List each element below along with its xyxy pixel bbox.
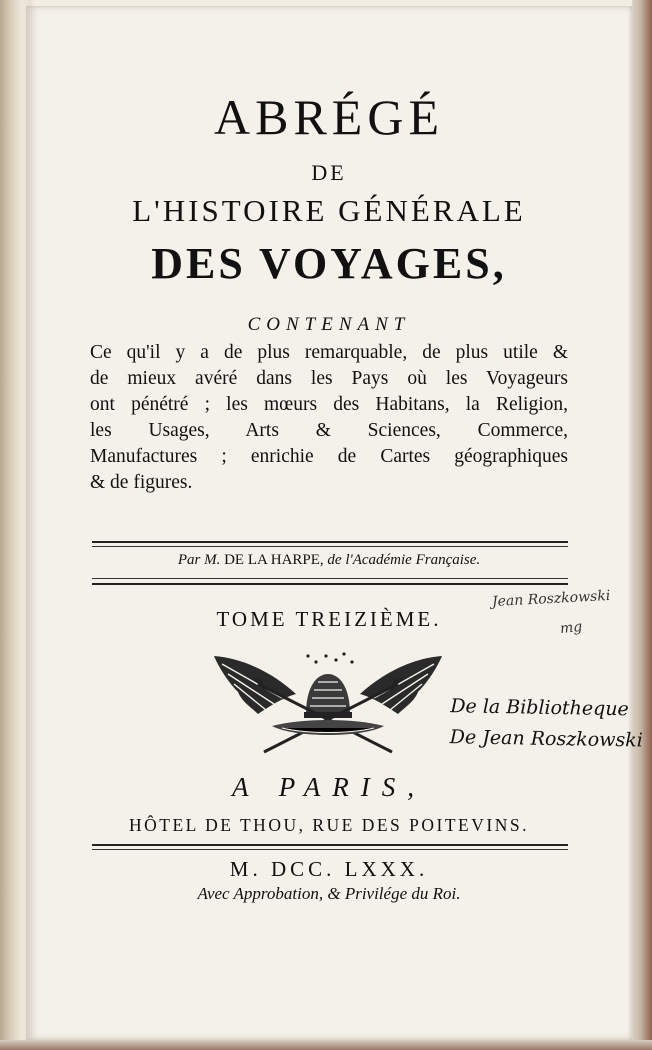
stamp-line: De la Bibliotheque <box>450 695 629 721</box>
description-block <box>90 340 568 496</box>
title-des-voyages: DES VOYAGES, <box>151 239 507 288</box>
imprint-address: HÔTEL DE THOU, RUE DES POITEVINS. <box>129 815 529 835</box>
imprint-place: A PARIS, <box>232 772 426 802</box>
page-edge <box>632 0 652 1050</box>
title-histoire-generale: L'HISTOIRE GÉNÉRALE <box>132 193 526 228</box>
description-line: les Usages, Arts & Sciences, Commerce, <box>90 420 568 441</box>
imprint-date: M. DCC. LXXX. <box>229 857 429 881</box>
divider-rule <box>92 849 568 850</box>
divider-rule <box>92 578 568 579</box>
beehive-vignette-icon <box>212 648 444 760</box>
title-abrege: ABRÉGÉ <box>214 89 444 145</box>
author-par: Par M. <box>177 552 221 568</box>
description-line: & de figures. <box>90 472 193 493</box>
divider-rule <box>92 541 568 543</box>
handwritten-mark: mg <box>559 618 584 638</box>
description-line: Manufactures ; enrichie de Cartes géographiques <box>90 446 568 467</box>
divider-rule <box>92 583 568 585</box>
divider-rule <box>92 546 568 547</box>
author-line <box>26 552 632 569</box>
contenant-label: CONTENANT <box>247 314 411 335</box>
description-line: de mieux avéré dans les Pays où les Voyageurs <box>90 368 568 389</box>
title-de: DE <box>311 160 347 185</box>
stamp-line: De Jean Roszkowski <box>449 726 643 752</box>
description-line: Ce qu'il y a de plus remarquable, de plus utile & <box>90 342 568 363</box>
description-line: ont pénétré ; les mœurs des Habitans, la Religion, <box>90 394 568 415</box>
volume-label: TOME TREIZIÈME. <box>216 607 442 631</box>
ownership-stamp <box>449 691 652 757</box>
handwritten-signature: Jean Roszkowski <box>491 587 611 611</box>
approbation-line: Avec Approbation, & Privilége du Roi. <box>197 884 461 903</box>
page-bottom-edge <box>0 1040 652 1050</box>
author-name: DE LA HARPE, <box>224 552 324 568</box>
author-academy: de l'Académie Française. <box>327 552 481 568</box>
divider-rule <box>92 844 568 846</box>
